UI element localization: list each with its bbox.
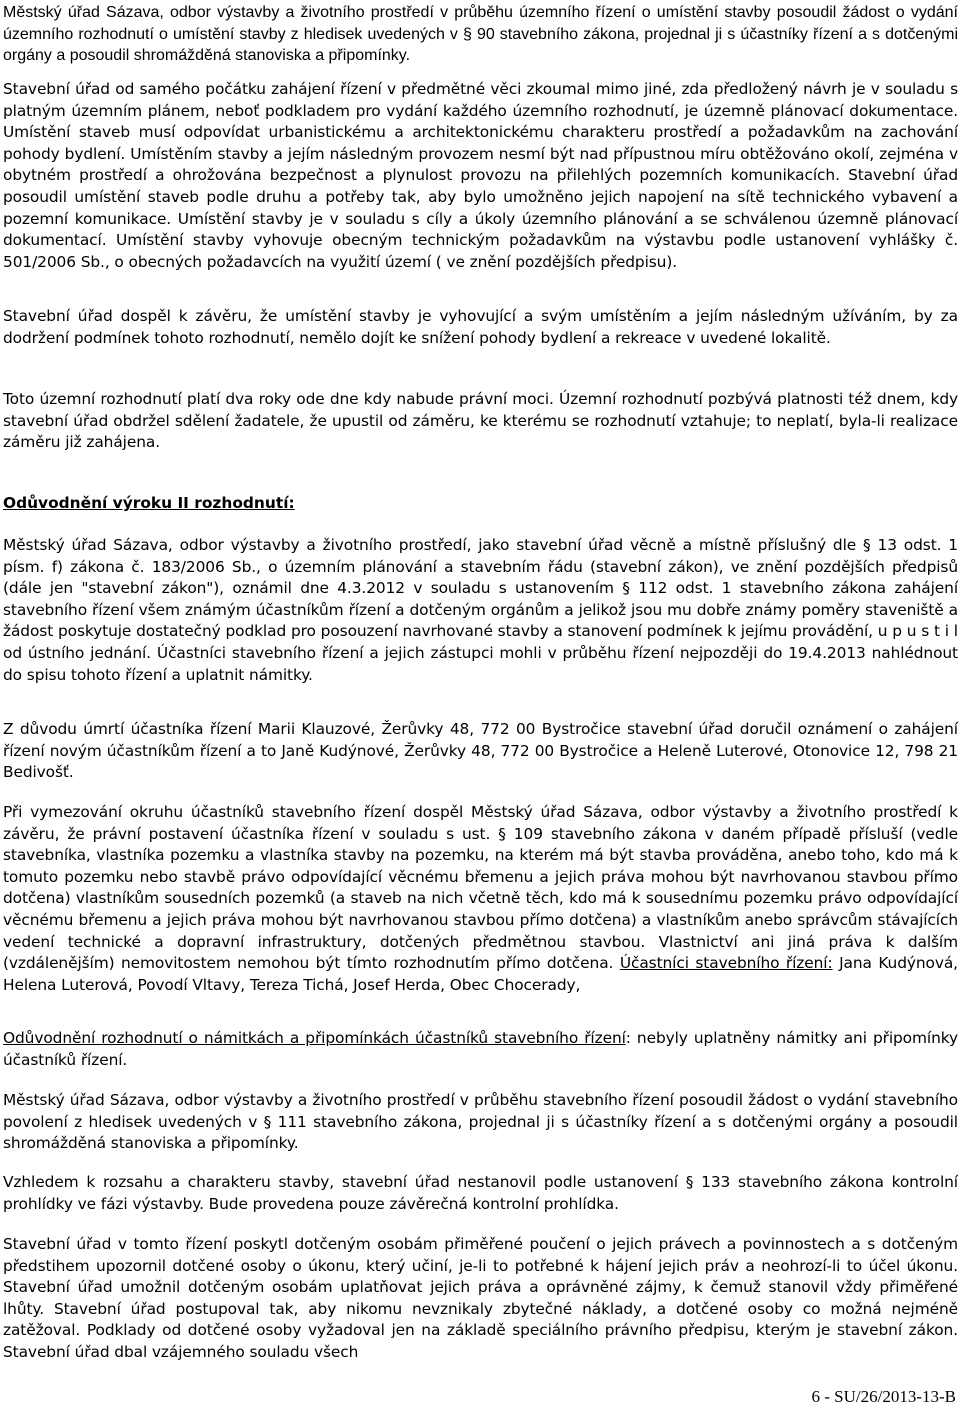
objections-text: : nebyly uplatněny námitky ani připomínky účastníků řízení.: [3, 1029, 958, 1069]
paragraph-land-use-plan: Stavební úřad od samého počátku zahájení řízení v předmětné věci zkoumal mimo jiné, zda předložený návrh je v souladu s platným územním plánem, neboť podkladem pro vydání každého územního rozhodnutí, je územně plánovací dokumentace. Umístění staveb musí odpovídat urbanistickému a architektonickému charakteru prostředí a požadavkům na zachování pohody bydlení. Umístěním stavby a jejím následným provozem nesmí být nad přípustnou míru obtěžováno okolí, zejména v obytném prostředí a ohrožována bezpečnost a plynulost provozu na přilehlých pozemních komunikacích. Stavební úřad posoudil umístění staveb podle druhu a potřeby tak, aby bylo umožněno jejich napojení na sítě technického vybavení a pozemní komunikace. Umístění stavby je v souladu s cíly a úkoly územního plánování a se schválenou územně plánovací dokumentací. Umístění stavby vyhovuje obecným technickým požadavkům na výstavbu podle ustanovení vyhlášky č. 501/2006 Sb., o obecných požadavcích na využití území ( ve znění pozdějších předpisu).: [3, 80, 958, 271]
paragraph-objections: [3, 1028, 958, 1071]
participants-label: Účastníci stavebního řízení:: [619, 954, 833, 973]
section-heading: Odůvodnění výroku II rozhodnutí:: [3, 494, 295, 512]
paragraph-validity: Toto územní rozhodnutí platí dva roky ode dne kdy nabude právní moci. Územní rozhodnutí pozbývá platnosti též dnem, kdy stavební úřad obdržel sdělení žadatele, že upustil od záměru, ke kterému se rozhodnutí vztahuje; to neplatí, byla-li realizace záměru již zahájena.: [3, 390, 958, 452]
paragraph-participants-change: Z důvodu úmrtí účastníka řízení Marii Klauzové, Žerůvky 48, 772 00 Bystročice stavební úřad doručil oznámení o zahájení řízení novým účastníkům řízení a to Janě Kudýnové, Žerůvky 48, 772 00 Bystročice a Heleně Luterové, Otonovice 12, 798 21 Bedivošť.: [3, 720, 958, 782]
paragraph-participants-scope: [3, 802, 958, 996]
page-footer: 6 - SU/26/2013-13-B: [811, 1387, 956, 1406]
paragraph-instructions: Stavební úřad v tomto řízení poskytl dotčeným osobám přiměřené poučení o jejich právech a povinnostech a s dotčeným předstihem upozornil dotčené osoby o úkonu, který učiní, je-li to potřebné k hájení jejich práv a neohrozí-li to účel úkonu. Stavební úřad umožnil dotčeným osobám uplatňovat jejich práva a oprávněné zájmy, k čemuž stanovil vždy přiměřené lhůty. Stavební úřad postupoval tak, aby nikomu nevznikaly zbytečné náklady, a dotčené osoby co možná nejméně zatěžoval. Podklady od dotčené osoby vyžadoval jen na základě speciálního právního předpisu, kterým je stavební zákon. Stavební úřad dbal vzájemného souladu všech: [3, 1235, 958, 1361]
paragraph-building-permit: Městský úřad Sázava, odbor výstavby a životního prostředí v průběhu stavebního řízení posoudil žádost o vydání stavebního povolení z hledisek uvedených v § 111 stavebního zákona, projednal ji s účastníky řízení a s dotčenými orgány a posoudil shromážděná stanoviska a připomínky.: [3, 1091, 958, 1153]
participants-scope-text: Při vymezování okruhu účastníků stavebního řízení dospěl Městský úřad Sázava, odbor výstavby a životního prostředí k závěru, že právní postavení účastníka řízení v souladu s ust. § 109 stavebního zákona v daném případě přísluší (vedle stavebníka, vlastníka pozemku a vlastníka stavby na pozemku, na kterém má být stavba prováděna, anebo toho, kdo má k tomuto pozemku nebo stavbě právo odpovídající věcnému břemenu a jejich práva mohou být navrhovanou stavbou přímo dotčena) vlastníkům sousedních pozemků (a staveb na nich včetně těch, kdo má k sousednímu pozemku právo odpovídající věcnému břemenu a jejich práva mohou být navrhovanou stavbou přímo dotčena) a vlastníkům anebo správcům stávajících vedení technické a dopravní infrastruktury, dotčených předmětnou stavbou. Vlastnictví ani jiná práva k dalším (vzdálenějším) nemovitostem nemohou být tímto rozhodnutím přímo dotčena.: [3, 803, 958, 973]
objections-label: Odůvodnění rozhodnutí o námitkách a připomínkách účastníků stavebního řízení: [3, 1029, 626, 1047]
participants-list: Jana Kudýnová, Helena Luterová, Povodí Vltavy, Tereza Tichá, Josef Herda, Obec Chocerady,: [3, 954, 958, 994]
paragraph-inspections: Vzhledem k rozsahu a charakteru stavby, stavební úřad nestanovil podle ustanovení § 133 stavebního zákona kontrolní prohlídky ve fázi výstavby. Bude provedena pouze závěrečná kontrolní prohlídka.: [3, 1173, 958, 1213]
paragraph-proceedings: Městský úřad Sázava, odbor výstavby a životního prostředí, jako stavební úřad věcně a místně příslušný dle § 13 odst. 1 písm. f) zákona č. 183/2006 Sb., o územním plánování a stavebním řádu (stavební zákon), ve znění pozdějších předpisů (dále jen "stavební zákon"), oznámil dne 4.3.2012 v souladu s ustanovením § 112 odst. 1 stavebního zákona zahájení stavebního řízení všem známým účastníkům řízení a dotčeným orgánům a jelikož jsou mu dobře známy poměry staveniště a žádost poskytuje dostatečný podklad pro posouzení navrhované stavby a stanovení podmínek k jejímu provádění, u p u s t i l od ústního jednání. Účastníci stavebního řízení a jejich zástupci mohli v průběhu řízení nejpozději do 19.4.2013 nahlédnout do spisu tohoto řízení a uplatnit námitky.: [3, 536, 958, 684]
paragraph-conclusion: Stavební úřad dospěl k závěru, že umístění stavby je vyhovující a svým umístěním a jejím následným užíváním, by za dodržení podmínek tohoto rozhodnutí, nemělo dojít ke snížení pohody bydlení a rekreace v uvedené lokalitě.: [3, 307, 958, 347]
paragraph-zoning-assessment: Městský úřad Sázava, odbor výstavby a životního prostředí v průběhu územního řízení o umístění stavby posoudil žádost o vydání územního rozhodnutí o umístění stavby z hledisek uvedených v § 90 stavebního zákona, projednal ji s účastníky řízení a s dotčenými orgány a posoudil shromážděná stanoviska a připomínky.: [3, 4, 958, 65]
